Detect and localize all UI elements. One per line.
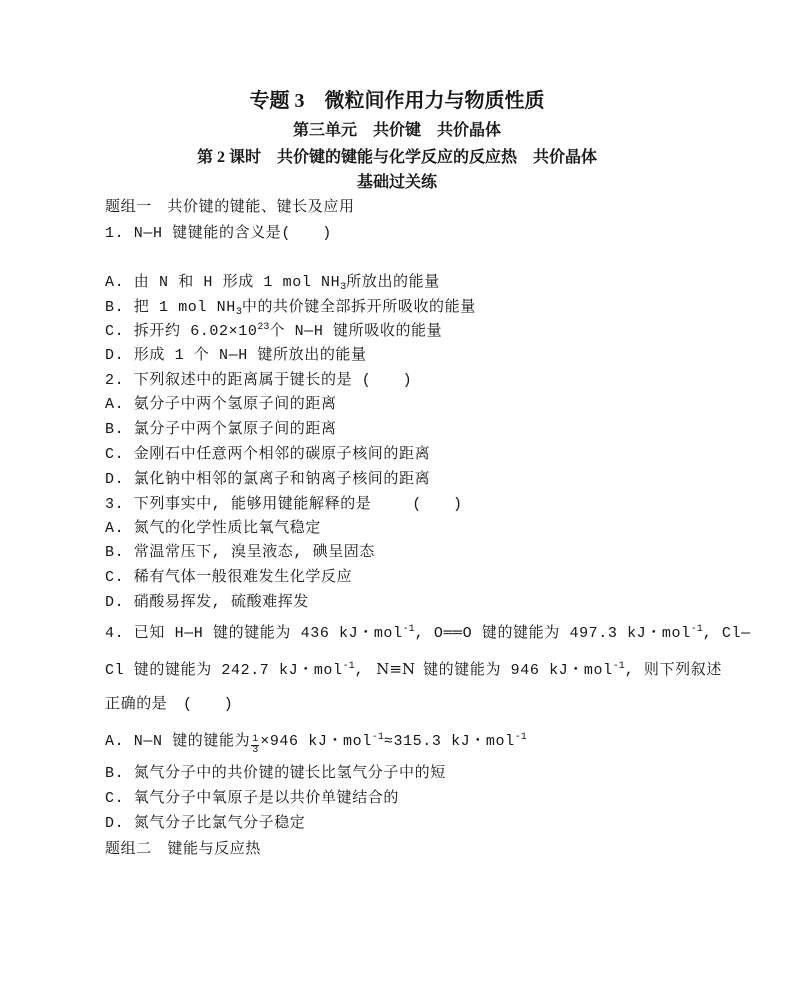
- unit-title: 第三单元 共价键 共价晶体: [292, 122, 501, 139]
- option-text: A. N—N 键的键能为: [105, 733, 251, 750]
- option-text: A. 由 N 和 H 形成 1 mol NH: [105, 274, 341, 291]
- group-1-heading: 题组一 共价键的键能、键长及应用: [105, 199, 355, 216]
- question-2-option-d: D. 氯化钠中相邻的氯离子和钠离子核间的距离: [105, 471, 431, 488]
- stem-text: , Cl—: [702, 625, 751, 642]
- question-2-option-c: C. 金刚石中任意两个相邻的碳原子核间的距离: [105, 446, 431, 463]
- question-1-stem: 1. N—H 键键能的含义是( ): [105, 225, 332, 242]
- stem-text: 4. 已知 H—H 键的键能为 436 kJ・mol: [105, 625, 403, 642]
- question-4-stem-line-3: 正确的是 ( ): [105, 696, 234, 713]
- question-3-stem: 3. 下列事实中, 能够用键能解释的是 ( ): [105, 496, 463, 513]
- option-text: B. 把 1 mol NH: [105, 299, 236, 316]
- question-2-option-b: B. 氯分子中两个氯原子间的距离: [105, 421, 337, 438]
- question-3-option-b: B. 常温常压下, 溴呈液态, 碘呈固态: [105, 544, 376, 561]
- question-4-option-c: C. 氧气分子中氧原子是以共价单键结合的: [105, 790, 400, 807]
- superscript: 23: [257, 322, 270, 333]
- fraction-denominator: 3: [252, 745, 259, 756]
- stem-text: 键的键能为 946 kJ・mol: [423, 662, 613, 679]
- question-4-stem-line-2: [105, 658, 722, 682]
- question-4-option-a: [105, 731, 527, 756]
- lesson-title: 第 2 课时 共价键的键能与化学反应的反应热 共价晶体: [196, 149, 597, 166]
- question-1-option-d: D. 形成 1 个 N—H 键所放出的能量: [105, 347, 367, 364]
- superscript: -1: [402, 624, 415, 635]
- question-3-option-d: D. 硝酸易挥发, 硫酸难挥发: [105, 594, 310, 611]
- question-4-option-d: D. 氮气分子比氯气分子稳定: [105, 815, 306, 832]
- superscript: -1: [514, 732, 527, 743]
- option-text: C. 拆开约 6.02×10: [105, 323, 258, 340]
- superscript: -1: [342, 661, 355, 672]
- triple-bond-formula: N≡N: [376, 660, 416, 678]
- section-title: 基础过关练: [356, 174, 437, 191]
- question-3-option-a: A. 氮气的化学性质比氧气稳定: [105, 520, 322, 537]
- question-2-stem: 2. 下列叙述中的距离属于键长的是 ( ): [105, 372, 413, 389]
- stem-text: , 则下列叙述: [624, 662, 722, 679]
- superscript: -1: [690, 624, 703, 635]
- stem-text: Cl 键的键能为 242.7 kJ・mol: [105, 662, 343, 679]
- question-1-option-b: [105, 297, 476, 319]
- question-2-option-a: A. 氨分子中两个氢原子间的距离: [105, 396, 337, 413]
- question-3-option-c: C. 稀有气体一般很难发生化学反应: [105, 569, 353, 586]
- option-text: 个 N—H 键所吸收的能量: [269, 323, 443, 340]
- stem-text: , O══O 键的键能为 497.3 kJ・mol: [414, 625, 691, 642]
- option-text: 中的共价键全部拆开所吸收的能量: [241, 299, 476, 316]
- option-text: ×946 kJ・mol: [260, 733, 372, 750]
- question-1-option-c: [105, 321, 442, 343]
- fraction-numerator: 1: [252, 734, 259, 745]
- superscript: -1: [371, 732, 384, 743]
- option-text: 所放出的能量: [346, 274, 440, 291]
- group-2-heading: 题组二 键能与反应热: [105, 841, 262, 858]
- stem-text: ,: [354, 662, 365, 679]
- subscript: 3: [235, 307, 242, 318]
- option-text: ≈315.3 kJ・mol: [383, 733, 515, 750]
- fraction: [251, 735, 259, 756]
- chapter-title: 专题 3 微粒间作用力与物质性质: [249, 90, 545, 112]
- subscript: 3: [340, 282, 347, 293]
- question-4-stem-line-1: [105, 623, 751, 645]
- question-1-option-a: [105, 272, 440, 294]
- question-4-option-b: B. 氮气分子中的共价键的键长比氢气分子中的短: [105, 765, 446, 782]
- superscript: -1: [612, 661, 625, 672]
